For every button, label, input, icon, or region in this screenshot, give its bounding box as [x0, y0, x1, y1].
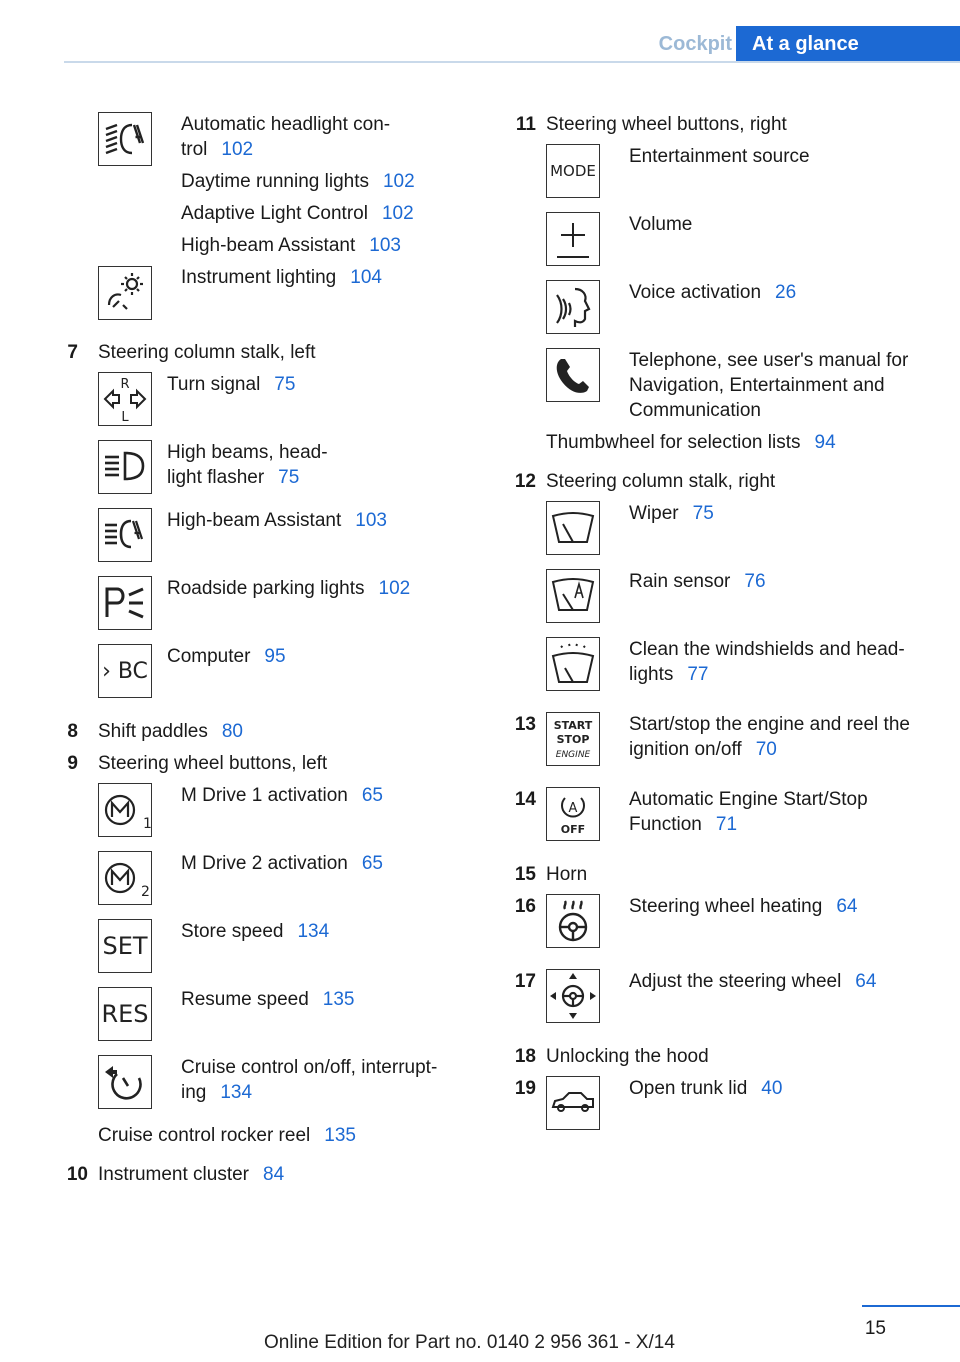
- high-beam-assistant-text-2: High-beam Assistant 103: [167, 510, 387, 531]
- m-drive-2-icon: [98, 851, 152, 905]
- computer-text: Computer 95: [167, 646, 286, 667]
- item-number: 18: [514, 1046, 536, 1067]
- page-ref[interactable]: 64: [855, 971, 877, 992]
- engine-label: ENGINE: [555, 750, 591, 760]
- page-ref[interactable]: 103: [369, 235, 401, 256]
- page-ref[interactable]: 135: [322, 989, 355, 1010]
- page-ref[interactable]: 64: [836, 896, 858, 917]
- item-number: 11: [515, 114, 536, 135]
- wiper-text: Wiper 75: [629, 503, 714, 524]
- start-stop-text: Start/stop the engine and reel the ignition on/off 70: [629, 714, 910, 760]
- page-ref[interactable]: 134: [297, 921, 330, 942]
- res-icon-label: RES: [101, 999, 149, 1028]
- adaptive-light-text: Adaptive Light Control 102: [181, 203, 414, 224]
- m-drive-1-icon: [98, 783, 152, 837]
- stop-label: STOP: [556, 733, 590, 746]
- page-ref[interactable]: 102: [221, 139, 254, 160]
- m1-sub: 1: [143, 816, 152, 832]
- instrument-lighting-icon: [98, 266, 152, 320]
- auto-off-label: OFF: [560, 823, 586, 836]
- trunk-icon: [546, 1076, 600, 1130]
- steering-heating-icon: [546, 894, 600, 948]
- item-number: 14: [514, 789, 536, 810]
- m-drive-1-text: M Drive 1 activation 65: [181, 785, 383, 806]
- volume-text: Volume: [629, 214, 693, 235]
- item-number: 10: [66, 1164, 88, 1185]
- item-number: 12: [514, 471, 536, 492]
- rain-sensor-icon: [546, 569, 600, 623]
- item-title: Steering wheel buttons, right: [546, 114, 787, 135]
- telephone-text: Telephone, see user's manual for Navigation, Entertainment and Communication: [629, 350, 909, 421]
- cruise-control-icon: [98, 1055, 152, 1109]
- auto-headlight-text: Automatic headlight con- trol 102: [181, 114, 391, 160]
- item-number: 19: [514, 1078, 536, 1099]
- rain-sensor-text: Rain sensor 76: [629, 571, 766, 592]
- item-title: Shift paddles 80: [98, 721, 243, 742]
- item-title: Horn: [546, 864, 588, 885]
- page-ref[interactable]: 65: [361, 785, 383, 806]
- parking-lights-icon: [98, 576, 152, 630]
- entertainment-source-text: Entertainment source: [629, 146, 810, 167]
- item-number: 16: [514, 896, 536, 917]
- mode-icon: [546, 144, 600, 198]
- auto-a-label: A: [568, 801, 578, 816]
- resume-speed-text: Resume speed 135: [181, 989, 355, 1010]
- footer-rule: [862, 1305, 960, 1307]
- daytime-lights-text: Daytime running lights 102: [181, 171, 415, 192]
- telephone-icon: [546, 348, 600, 402]
- item-number: 17: [514, 971, 536, 992]
- page-ref[interactable]: 71: [715, 814, 738, 835]
- voice-activation-text: Voice activation 26: [629, 282, 797, 303]
- item-title: Steering column stalk, left: [98, 342, 316, 363]
- page-ref[interactable]: 102: [378, 578, 411, 599]
- item-title: Unlocking the hood: [546, 1046, 709, 1067]
- turn-signal-icon: [98, 372, 152, 426]
- page-ref[interactable]: 102: [382, 171, 415, 192]
- cruise-control-text: Cruise control on/off, interrupt- ing 134: [181, 1057, 438, 1103]
- high-beam-icon: [98, 440, 152, 494]
- turn-signal-text: Turn signal 75: [167, 374, 296, 395]
- high-beam-assistant-icon: [98, 508, 152, 562]
- computer-icon: [98, 644, 152, 698]
- set-icon-label: SET: [102, 931, 148, 960]
- store-speed-text: Store speed 134: [181, 921, 330, 942]
- instrument-lighting-text: Instrument lighting 104: [181, 267, 382, 288]
- edition-note: Online Edition for Part no. 0140 2 956 361 - X/14: [264, 1332, 675, 1353]
- thumbwheel-text: Thumbwheel for selection lists 94: [546, 432, 836, 453]
- steering-adjust-text: Adjust the steering wheel 64: [629, 971, 877, 992]
- m-drive-2-text: M Drive 2 activation 65: [181, 853, 383, 874]
- header-chapter: At a glance: [736, 26, 960, 62]
- page-ref[interactable]: 80: [221, 721, 243, 742]
- steering-adjust-icon: [546, 969, 600, 1023]
- voice-activation-icon: [546, 280, 600, 334]
- m2-sub: 2: [141, 884, 150, 900]
- high-beam-text: High beams, head- light flasher 75: [167, 442, 328, 488]
- turn-r-label: R: [120, 377, 130, 392]
- item-number: 8: [67, 721, 78, 742]
- page-ref[interactable]: 40: [761, 1078, 783, 1099]
- page-ref[interactable]: 103: [355, 510, 387, 531]
- page-ref[interactable]: 104: [350, 267, 382, 288]
- page-ref[interactable]: 76: [744, 571, 766, 592]
- set-icon: [98, 919, 152, 973]
- wiper-icon: [546, 501, 600, 555]
- item-title: Steering column stalk, right: [546, 471, 776, 492]
- computer-icon-label: › BC: [102, 658, 148, 684]
- parking-lights-text: Roadside parking lights 102: [167, 578, 411, 599]
- auto-start-stop-icon: [546, 787, 600, 841]
- item-number: 13: [514, 714, 536, 735]
- page-ref[interactable]: 95: [264, 646, 286, 667]
- start-label: START: [553, 719, 593, 732]
- item-number: 15: [514, 864, 536, 885]
- auto-headlight-icon: [98, 112, 152, 166]
- res-icon: [98, 987, 152, 1041]
- mode-icon-label: MODE: [550, 161, 596, 180]
- volume-icon: [546, 212, 600, 266]
- item-number: 7: [67, 342, 78, 363]
- high-beam-assistant-text: High-beam Assistant 103: [181, 235, 401, 256]
- page-ref[interactable]: 75: [692, 503, 714, 524]
- item-title: Instrument cluster 84: [98, 1164, 285, 1185]
- washer-text: Clean the windshields and head- lights 77: [629, 639, 905, 685]
- page-ref[interactable]: 26: [775, 282, 797, 303]
- header-rule: [64, 61, 960, 63]
- trunk-text: Open trunk lid 40: [629, 1078, 783, 1099]
- washer-icon: [546, 637, 600, 691]
- page-ref[interactable]: 84: [263, 1164, 285, 1185]
- page-ref[interactable]: 135: [324, 1125, 356, 1146]
- page-ref[interactable]: 75: [278, 467, 300, 488]
- header-section: Cockpit: [658, 33, 732, 55]
- page-number: 15: [864, 1318, 886, 1339]
- page-ref[interactable]: 102: [381, 203, 414, 224]
- item-number: 9: [67, 753, 78, 774]
- page-ref[interactable]: 65: [361, 853, 383, 874]
- turn-l-label: L: [121, 410, 129, 425]
- page-ref[interactable]: 94: [814, 432, 836, 453]
- steering-heating-text: Steering wheel heating 64: [629, 896, 858, 917]
- page-ref[interactable]: 75: [274, 374, 296, 395]
- page-ref[interactable]: 77: [687, 664, 709, 685]
- start-stop-icon: [546, 712, 600, 766]
- page-ref[interactable]: 134: [220, 1082, 253, 1103]
- rocker-reel-text: Cruise control rocker reel 135: [98, 1125, 356, 1146]
- auto-start-stop-text: Automatic Engine Start/Stop Function 71: [629, 789, 868, 835]
- item-title: Steering wheel buttons, left: [98, 753, 328, 774]
- page-ref[interactable]: 70: [755, 739, 777, 760]
